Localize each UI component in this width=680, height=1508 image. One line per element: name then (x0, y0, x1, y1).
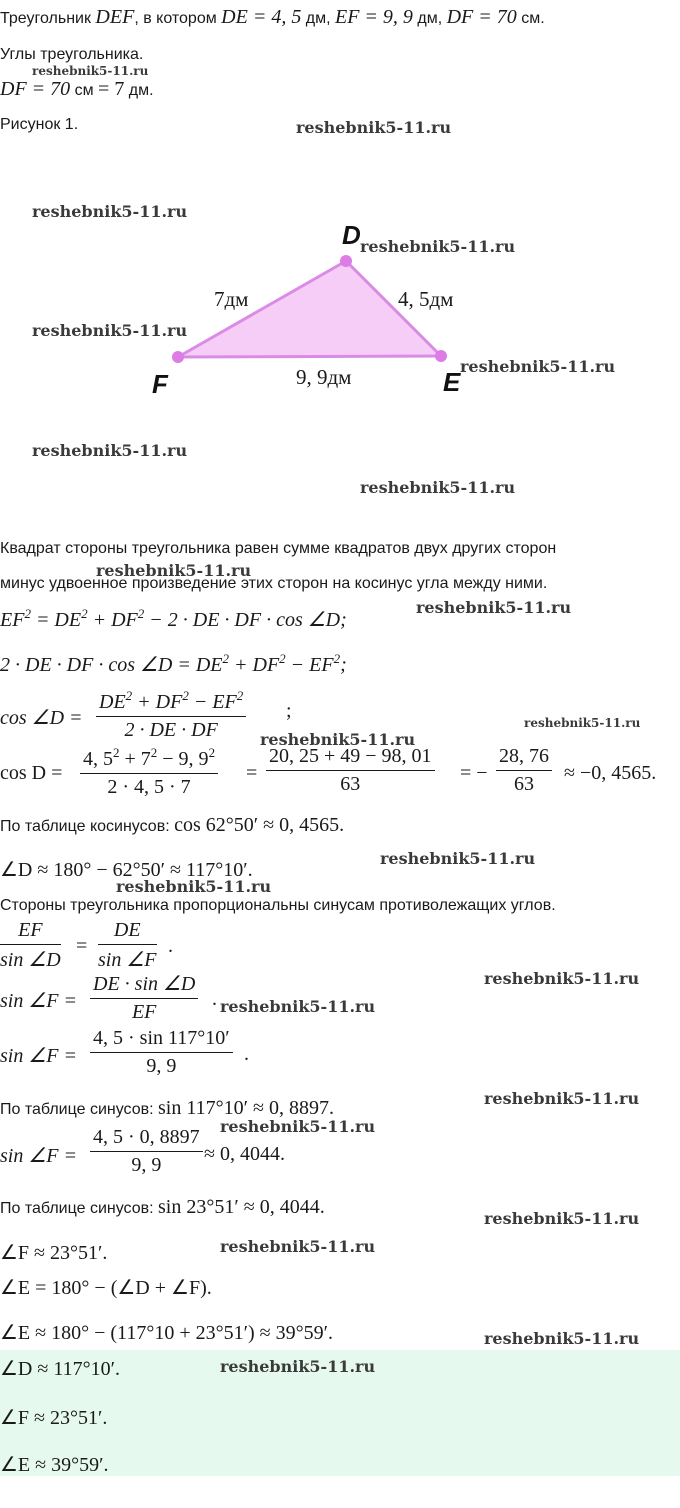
eq4-d1: 2 · 4, 5 · 7 (107, 776, 191, 798)
eq1-b: + DF (87, 609, 138, 631)
watermark: reshebnik5-11.ru (220, 997, 376, 1016)
eq5-n1: EF (0, 919, 61, 945)
eq3-num-a: DE (99, 691, 126, 713)
eq6-lhs: sin ∠F = (0, 990, 77, 1012)
watermark: reshebnik5-11.ru (484, 1329, 640, 1348)
eq7-fraction (90, 1027, 233, 1078)
eq4-result: ≈ −0, 4565. (564, 762, 657, 784)
law-sin-text: Стороны треугольника пропорциональны синусам противолежащих углов. (0, 897, 556, 914)
watermark: reshebnik5-11.ru (220, 1357, 376, 1376)
eq8-num: 4, 5 · 0, 8897 (90, 1126, 203, 1152)
watermark: reshebnik5-11.ru (32, 202, 188, 221)
eq4-n1-c: − 9, 9 (157, 748, 209, 770)
eq4-d3: 63 (514, 773, 534, 795)
law-cos-text-2: минус удвоенное произведение этих сторон на косинус угла между ними. (0, 575, 548, 592)
eq8-fraction (90, 1126, 203, 1177)
eq7-den: 9, 9 (146, 1055, 177, 1077)
watermark: reshebnik5-11.ru (116, 877, 272, 896)
conv-df: DF = 70 (0, 78, 71, 100)
eq8-den: 9, 9 (131, 1154, 162, 1176)
angle-f-result: ∠F ≈ 23°51′. (0, 1242, 108, 1264)
sin-table-1-label: По таблице синусов: (0, 1101, 158, 1118)
side-ef: EF = 9, 9 (335, 6, 413, 28)
eq8-result: ≈ 0, 4044. (204, 1143, 285, 1165)
eq2-d: ; (340, 654, 347, 676)
eq4-fraction-2 (266, 745, 435, 796)
side-df-label: 7дм (214, 287, 249, 311)
watermark: reshebnik5-11.ru (32, 441, 188, 460)
eq4-fraction-1: $\frac{4, 5^2 + 7^2 - 9, 9^2}{2 \cdot 4, 5 \cdot 7}$ (80, 745, 218, 799)
eq4-eq-1: = (246, 762, 258, 784)
side-ef-label: 9, 9дм (296, 365, 352, 389)
watermark: reshebnik5-11.ru (524, 716, 641, 730)
unit-3: см. (516, 10, 545, 27)
answer-angle-f: ∠F ≈ 23°51′. (0, 1407, 108, 1429)
angle-e-formula: ∠E = 180° − (∠D + ∠F). (0, 1277, 212, 1299)
problem-statement (0, 6, 545, 29)
eq1-a: = DE (30, 609, 82, 631)
side-de: DE = 4, 5 (221, 6, 302, 28)
watermark: reshebnik5-11.ru (32, 64, 149, 78)
eq3-fraction: $\frac{DE^2 + DF^2 - EF^2}{2 \cdot DE \cdot DF}$ (96, 688, 246, 742)
statement-mid: , в котором (134, 10, 222, 27)
eq2-b: + DF (229, 654, 280, 676)
angle-d-calc: ∠D ≈ 180° − 62°50′ ≈ 117°10′. (0, 859, 253, 881)
eq5-fraction-2 (98, 919, 157, 972)
eq2-c: − EF (285, 654, 334, 676)
eq6-fraction (90, 971, 198, 1024)
vertex-d-label: D (342, 220, 361, 250)
eq3-lhs: cos ∠D = (0, 707, 83, 729)
eq4-n1-b: + 7 (119, 748, 151, 770)
watermark: reshebnik5-11.ru (260, 730, 416, 749)
eq7-end: . (244, 1043, 249, 1065)
vertex-d-point (340, 255, 352, 267)
watermark: reshebnik5-11.ru (484, 1209, 640, 1228)
sin-table-2-label: По таблице синусов: (0, 1200, 158, 1217)
sin-table-line-2 (0, 1196, 325, 1219)
statement-prefix: Треугольник (0, 10, 96, 27)
eq8-lhs: sin ∠F = (0, 1145, 77, 1167)
eq3-num-c: − EF (188, 691, 237, 713)
watermark: reshebnik5-11.ru (484, 1089, 640, 1108)
eq7-lhs: sin ∠F = (0, 1045, 77, 1067)
eq1-lhs: EF (0, 609, 25, 631)
eq1-c: − 2 · DE · DF · cos ∠D; (144, 609, 347, 631)
eq5-eq: = (76, 935, 88, 957)
side-de-label: 4, 5дм (398, 287, 454, 311)
eq5-n2: DE (98, 919, 157, 945)
watermark: reshebnik5-11.ru (220, 1117, 376, 1136)
conversion-line (0, 78, 154, 101)
sin-table-2-value: sin 23°51′ ≈ 0, 4044. (158, 1196, 325, 1218)
answer-angle-e: ∠E ≈ 39°59′. (0, 1454, 109, 1476)
watermark: reshebnik5-11.ru (416, 598, 572, 617)
eq4-lhs: cos D = (0, 762, 63, 784)
eq4-eq-2: = − (460, 762, 488, 784)
watermark: reshebnik5-11.ru (296, 118, 452, 137)
eq3-end: ; (286, 700, 292, 722)
vertex-e-label: E (443, 367, 461, 397)
figure-caption: Рисунок 1. (0, 116, 79, 133)
unit-2: дм, (412, 10, 447, 27)
eq5-d1: sin ∠D (0, 949, 61, 971)
eq2-a: 2 · DE · DF · cos ∠D = DE (0, 654, 223, 676)
side-df: DF = 70 (446, 6, 517, 28)
equation-1: $EF^2 = DE^2 + DF^2 - 2$ · DE · DF · cos ∠D; (0, 606, 347, 631)
eq4-fraction-3 (496, 745, 552, 796)
sin-table-1-value: sin 117°10′ ≈ 0, 8897. (158, 1097, 334, 1119)
vertex-f-label: F (152, 369, 168, 399)
watermark: reshebnik5-11.ru (360, 478, 516, 497)
eq4-d2: 63 (340, 773, 361, 795)
cos-table-value: cos 62°50′ ≈ 0, 4565. (174, 814, 345, 836)
watermark: reshebnik5-11.ru (96, 561, 252, 580)
watermark: reshebnik5-11.ru (32, 321, 188, 340)
eq4-n3: 28, 76 (496, 745, 552, 771)
eq5-d2: sin ∠F (98, 949, 157, 971)
triangle-figure (0, 200, 680, 420)
eq6-num: DE · sin ∠D (90, 971, 198, 999)
conv-unit-dm: дм. (124, 82, 154, 99)
equation-2: 2 · DE · DF · cos ∠D = $DE^2 + DF^2 - EF^2$; (0, 651, 347, 676)
cos-table-label: По таблице косинусов: (0, 818, 175, 835)
eq4-n1-a: 4, 5 (83, 748, 113, 770)
watermark: reshebnik5-11.ru (380, 849, 536, 868)
triangle-name: DEF (95, 6, 135, 28)
eq7-num: 4, 5 · sin 117°10′ (90, 1027, 233, 1053)
conv-unit-cm: см (70, 82, 99, 99)
watermark: reshebnik5-11.ru (360, 237, 516, 256)
eq4-n2: 20, 25 + 49 − 98, 01 (266, 745, 435, 771)
watermark: reshebnik5-11.ru (460, 357, 616, 376)
eq6-end: . (212, 988, 217, 1010)
cos-table-line (0, 814, 344, 837)
eq5-end: . (168, 935, 173, 957)
angle-e-calc: ∠E ≈ 180° − (117°10 + 23°51′) ≈ 39°59′. (0, 1322, 333, 1344)
find-line: Углы треугольника. (0, 46, 144, 63)
eq6-den: EF (131, 1001, 157, 1023)
unit-1: дм, (301, 10, 335, 27)
law-cos-text-1: Квадрат стороны треугольника равен сумме квадратов двух других сторон (0, 540, 557, 557)
watermark: reshebnik5-11.ru (484, 969, 640, 988)
eq3-den: 2 · DE · DF (124, 719, 218, 741)
watermark: reshebnik5-11.ru (220, 1237, 376, 1256)
conv-eq: = 7 (98, 78, 125, 100)
vertex-e-point (435, 350, 447, 362)
answer-angle-d: ∠D ≈ 117°10′. (0, 1358, 120, 1380)
vertex-f-point (172, 351, 184, 363)
eq5-fraction-1 (0, 919, 61, 972)
eq3-num-b: + DF (132, 691, 183, 713)
